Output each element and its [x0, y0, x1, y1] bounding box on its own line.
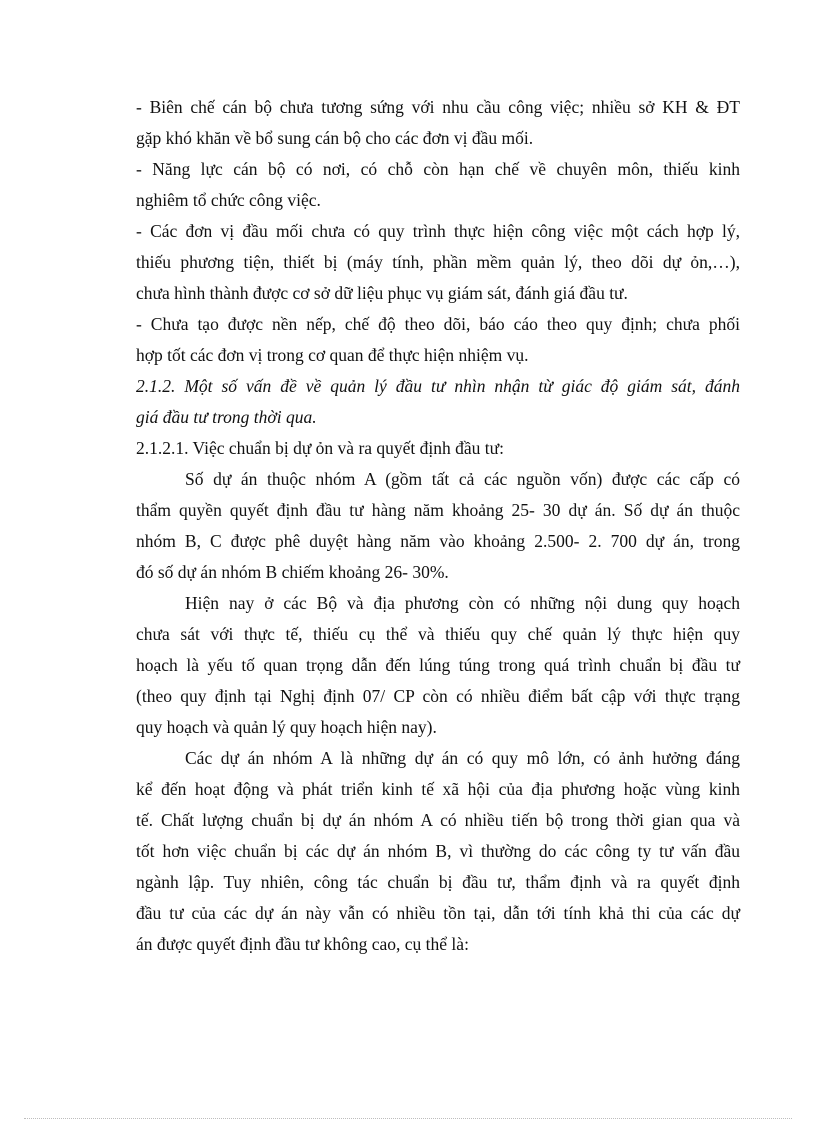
text-line: Số dự án thuộc nhóm A (gồm tất cả các nguồn vốn) được các cấp có — [185, 469, 740, 489]
text-line: chưa sát với thực tế, thiếu cụ thể và thiếu quy chế quản lý thực hiện quy — [136, 624, 740, 644]
section-heading: 2.1.2. Một số vấn đề về quản lý đầu tư nhìn nhận từ giác độ giám sát, đánh — [136, 376, 740, 396]
text-line: - Chưa tạo được nền nếp, chế độ theo dõi, báo cáo theo quy định; chưa phối — [136, 314, 740, 334]
text-line: gặp khó khăn về bổ sung cán bộ cho các đơn vị đầu mối. — [136, 128, 534, 148]
text-line: - Năng lực cán bộ có nơi, có chỗ còn hạn chế về chuyên môn, thiếu kinh — [136, 159, 740, 179]
text-line: ngành lập. Tuy nhiên, công tác chuẩn bị đầu tư, thẩm định và ra quyết định — [136, 872, 740, 892]
text-line: chưa hình thành được cơ sở dữ liệu phục vụ giám sát, đánh giá đầu tư. — [136, 283, 628, 303]
text-line: quy hoạch và quản lý quy hoạch hiện nay). — [136, 717, 437, 737]
text-line: hoạch là yếu tố quan trọng dẫn đến lúng túng trong quá trình chuẩn bị đầu tư — [136, 655, 740, 675]
text-line: nghiêm tổ chức công việc. — [136, 190, 321, 210]
page-bottom-rule — [24, 1118, 792, 1119]
text-line: đó số dự án nhóm B chiếm khoảng 26- 30%. — [136, 562, 449, 582]
text-line: nhóm B, C được phê duyệt hàng năm vào khoảng 2.500- 2. 700 dự án, trong — [136, 531, 740, 551]
text-line: thiếu phương tiện, thiết bị (máy tính, phần mềm quản lý, theo dõi dự ỏn,…), — [136, 252, 740, 272]
document-body — [136, 92, 740, 960]
text-line: - Biên chế cán bộ chưa tương sứng với nhu cầu công việc; nhiều sở KH & ĐT — [136, 97, 740, 117]
text-line: Hiện nay ở các Bộ và địa phương còn có những nội dung quy hoạch — [185, 593, 740, 613]
text-line: đầu tư của các dự án này vẫn có nhiều tồn tại, dẫn tới tính khả thi của các dự — [136, 903, 740, 923]
text-line: hợp tốt các đơn vị trong cơ quan để thực hiện nhiệm vụ. — [136, 345, 529, 365]
section-heading: giá đầu tư trong thời qua. — [136, 407, 317, 427]
text-line: - Các đơn vị đầu mối chưa có quy trình thực hiện công việc một cách hợp lý, — [136, 221, 740, 241]
subsection-heading: 2.1.2.1. Việc chuẩn bị dự ỏn và ra quyết định đầu tư: — [136, 438, 505, 458]
text-line: thẩm quyền quyết định đầu tư hàng năm khoảng 25- 30 dự án. Số dự án thuộc — [136, 500, 740, 520]
text-line: Các dự án nhóm A là những dự án có quy mô lớn, có ảnh hưởng đáng — [185, 748, 740, 768]
text-line: tốt hơn việc chuẩn bị các dự án nhóm B, vì thường do các công ty tư vấn đầu — [136, 841, 740, 861]
text-line: tế. Chất lượng chuẩn bị dự án nhóm A có nhiều tiến bộ trong thời gian qua và — [136, 810, 740, 830]
text-line: án được quyết định đầu tư không cao, cụ thể là: — [136, 934, 469, 954]
text-line: kể đến hoạt động và phát triển kinh tế xã hội của địa phương hoặc vùng kinh — [136, 779, 740, 799]
text-line: (theo quy định tại Nghị định 07/ CP còn có nhiều điểm bất cập với thực trạng — [136, 686, 740, 706]
